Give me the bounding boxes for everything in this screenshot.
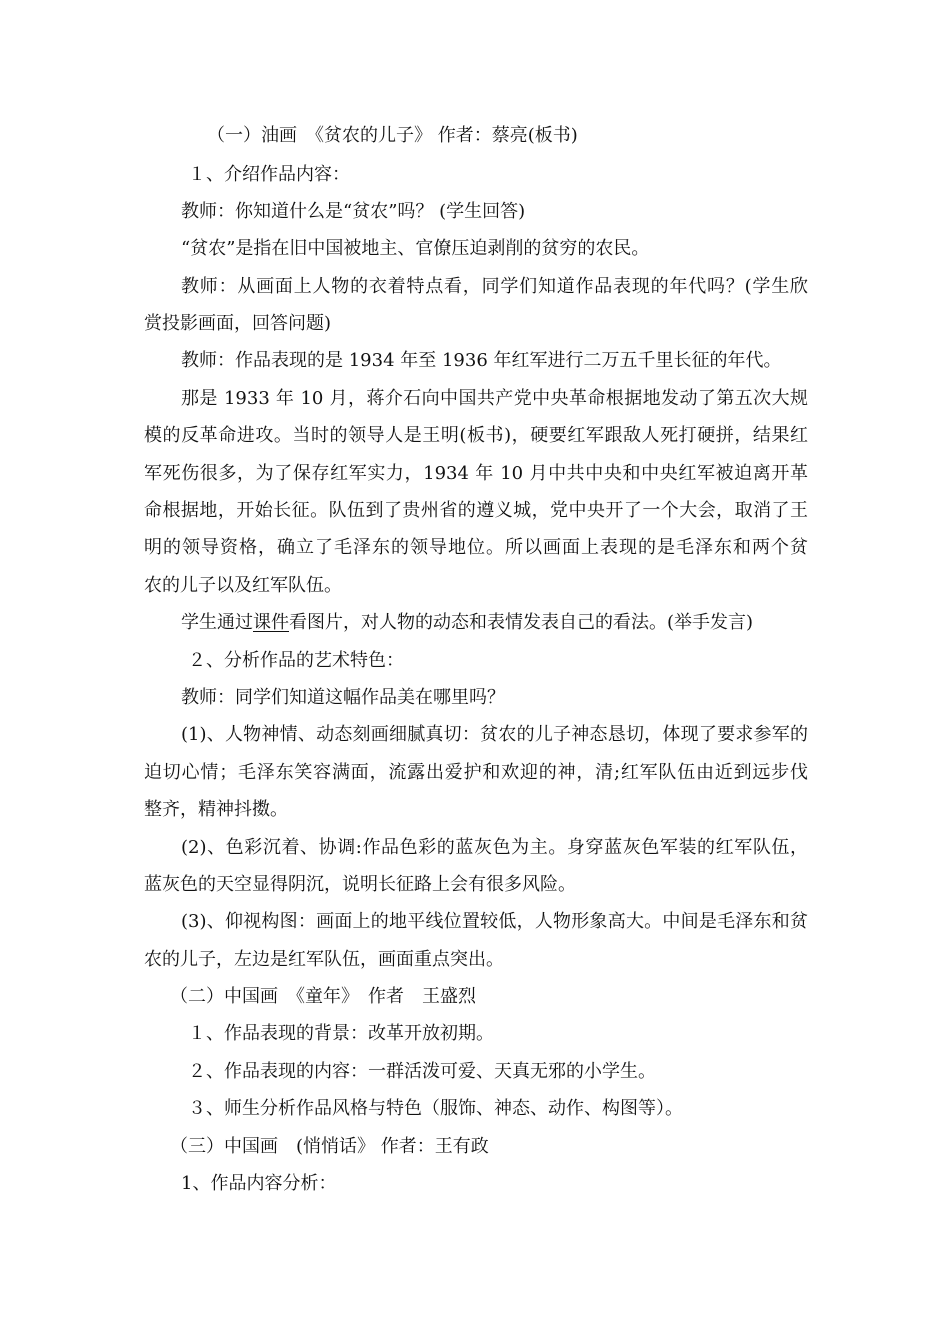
section2-item1: １、作品表现的背景：改革开放初期。	[188, 1023, 494, 1044]
section1-question1: 教师：你知道什么是“贫农”吗？ (学生回答)	[181, 201, 526, 222]
section1-answer1: “贫农”是指在旧中国被地主、官僚压迫剥削的贫穷的农民。	[181, 238, 650, 259]
section3-item1: 1、作品内容分析：	[181, 1173, 337, 1194]
feature1-line3: 整齐，精神抖擞。	[144, 799, 288, 820]
section3-heading: （三）中国画 (悄悄话》 作者：王有政	[170, 1136, 489, 1157]
feature1-line1: (1)、人物神情、动态刻画细腻真切：贫农的儿子神态恳切，体现了要求参军的	[181, 724, 808, 745]
history-paragraph-line1: 那是 1933 年 10 月，蒋介石向中国共产党中央革命根据地发动了第五次大规	[181, 388, 808, 409]
section1-question2-line2: 赏投影画面，回答问题)	[144, 313, 332, 334]
history-paragraph-line4: 命根据地，开始长征。队伍到了贵州省的遵义城，党中央开了一个大会，取消了王	[144, 500, 808, 521]
section1-answer2: 教师：作品表现的是 1934 年至 1936 年红军进行二万五千里长征的年代。	[181, 350, 782, 371]
feature3-line2: 农的儿子，左边是红军队伍，画面重点突出。	[144, 949, 504, 970]
student-activity-prefix: 学生通过	[181, 612, 253, 633]
history-paragraph-line5: 明的领导资格，确立了毛泽东的领导地位。所以画面上表现的是毛泽东和两个贫	[144, 537, 808, 558]
section1-question2-line1: 教师：从画面上人物的衣着特点看，同学们知道作品表现的年代吗？(学生欣	[181, 276, 808, 297]
section1-item2: ２、分析作品的艺术特色：	[188, 650, 404, 671]
history-paragraph-line2: 模的反革命进攻。当时的领导人是王明(板书)，硬要红军跟敌人死打硬拼，结果红	[144, 425, 808, 446]
section1-item1: １、介绍作品内容：	[188, 164, 350, 185]
section2-item2: ２、作品表现的内容：一群活泼可爱、天真无邪的小学生。	[188, 1061, 656, 1082]
courseware-link[interactable]: 课件	[253, 612, 289, 633]
feature1-line2: 迫切心情；毛泽东笑容满面，流露出爱护和欢迎的神，清;红军队伍由近到远步伐	[144, 762, 808, 783]
history-paragraph-line6: 农的儿子以及红军队伍。	[144, 575, 342, 596]
student-activity-suffix: 看图片，对人物的动态和表情发表自己的看法。(举手发言)	[289, 612, 754, 633]
feature2-line1: (2)、色彩沉着、协调:作品色彩的蓝灰色为主。身穿蓝灰色军装的红军队伍，	[181, 837, 808, 858]
feature3-line1: (3)、仰视构图：画面上的地平线位置较低，人物形象高大。中间是毛泽东和贫	[181, 911, 808, 932]
section1-heading: （一）油画 《贫农的儿子》 作者：蔡亮(板书)	[207, 125, 578, 146]
section2-item3: ３、师生分析作品风格与特色（服饰、神态、动作、构图等）。	[188, 1098, 683, 1119]
section1-question3: 教师：同学们知道这幅作品美在哪里吗？	[181, 687, 505, 708]
history-paragraph-line3: 军死伤很多，为了保存红军实力，1934 年 10 月中共中央和中央红军被迫离开革	[144, 463, 808, 484]
feature2-line2: 蓝灰色的天空显得阴沉，说明长征路上会有很多风险。	[144, 874, 576, 895]
student-activity-line	[181, 612, 845, 634]
section2-heading: （二）中国画 《童年》 作者 王盛烈	[170, 986, 476, 1007]
